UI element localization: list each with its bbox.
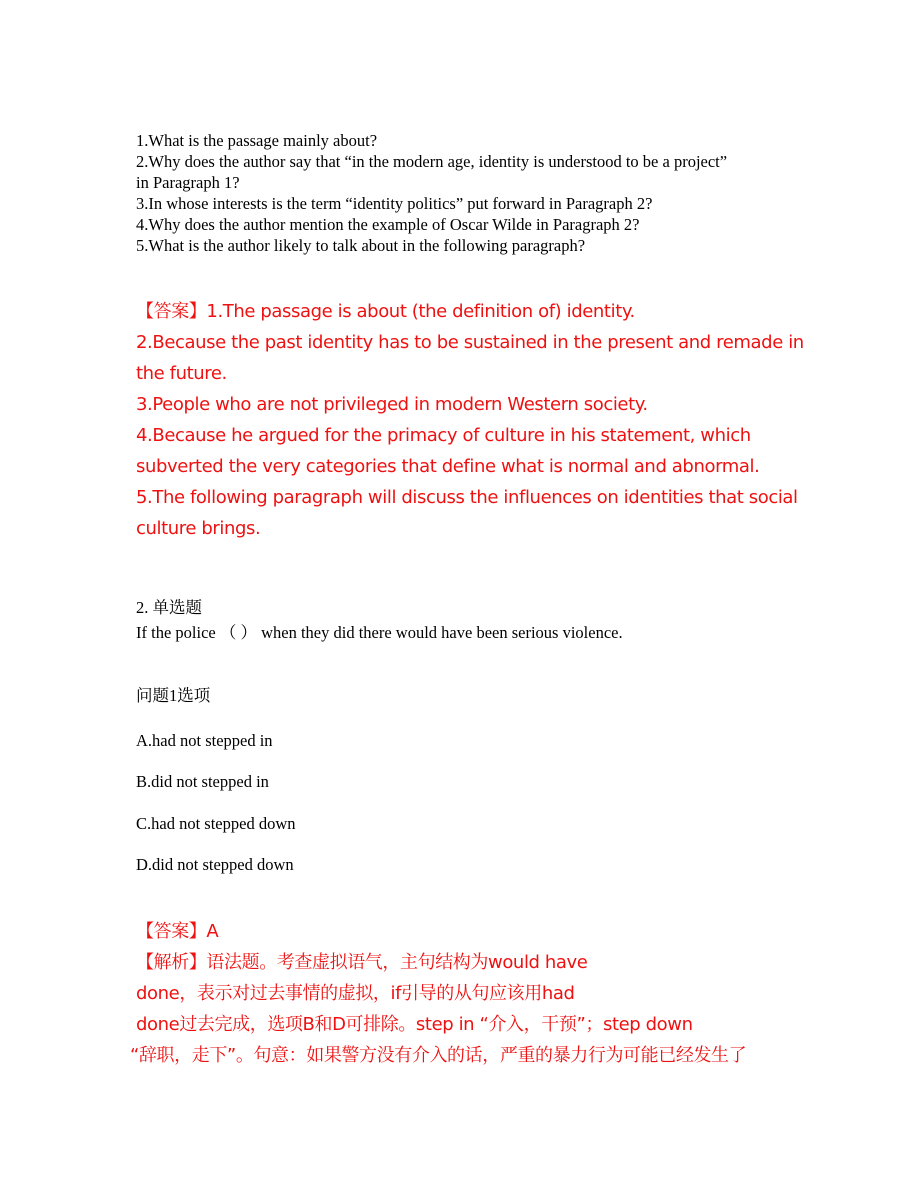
answer-2-line-1: 【答案】A [136,921,219,942]
question-line-4: 4.Why does the author mention the example of Oscar Wilde in Paragraph 2? [136,215,640,234]
option-a: A.had not stepped in [136,731,273,750]
options-label: 问题1选项 [136,686,211,705]
answer-line-6: subverted the very categories that define what is normal and abnormal. [136,456,760,477]
option-c: C.had not stepped down [136,814,296,833]
question-line-2: 2.Why does the author say that “in the modern age, identity is understood to be a project” [136,152,728,171]
answer-line-3: the future. [136,363,227,384]
option-b: B.did not stepped in [136,772,269,791]
answer-2-line-5: “辞职，走下”。句意：如果警方没有介入的话，严重的暴力行为可能已经发生了 [130,1045,747,1066]
answer-2-line-2: 【解析】语法题。考查虚拟语气，主句结构为would have [136,952,588,973]
answer-line-8: culture brings. [136,518,261,539]
question-line-2-cont: in Paragraph 1? [136,173,240,192]
answer-line-2: 2.Because the past identity has to be sustained in the present and remade in [136,332,804,353]
question-line-3: 3.In whose interests is the term “identity politics” put forward in Paragraph 2? [136,194,653,213]
answer-line-5: 4.Because he argued for the primacy of culture in his statement, which [136,425,751,446]
question-line-5: 5.What is the author likely to talk about in the following paragraph? [136,236,586,255]
answer-line-1: 【答案】1.The passage is about (the definition of) identity. [136,301,635,322]
answer-2-line-4: done过去完成，选项B和D可排除。step in “介入，干预”；step down [136,1014,693,1035]
answer-block-1 [136,296,804,544]
answer-2-line-3: done，表示对过去事情的虚拟，if引导的从句应该用had [136,983,575,1004]
answer-line-4: 3.People who are not privileged in modern Western society. [136,394,648,415]
answer-line-7: 5.The following paragraph will discuss the influences on identities that social [136,487,798,508]
answer-block-2 [130,916,747,1071]
question-2-stem: If the police （ ） when they did there would have been serious violence. [136,623,623,642]
option-d: D.did not stepped down [136,855,294,874]
reading-questions [136,130,727,256]
question-2-header: 2. 单选题 [136,598,202,617]
question-line-1: 1.What is the passage mainly about? [136,131,378,150]
